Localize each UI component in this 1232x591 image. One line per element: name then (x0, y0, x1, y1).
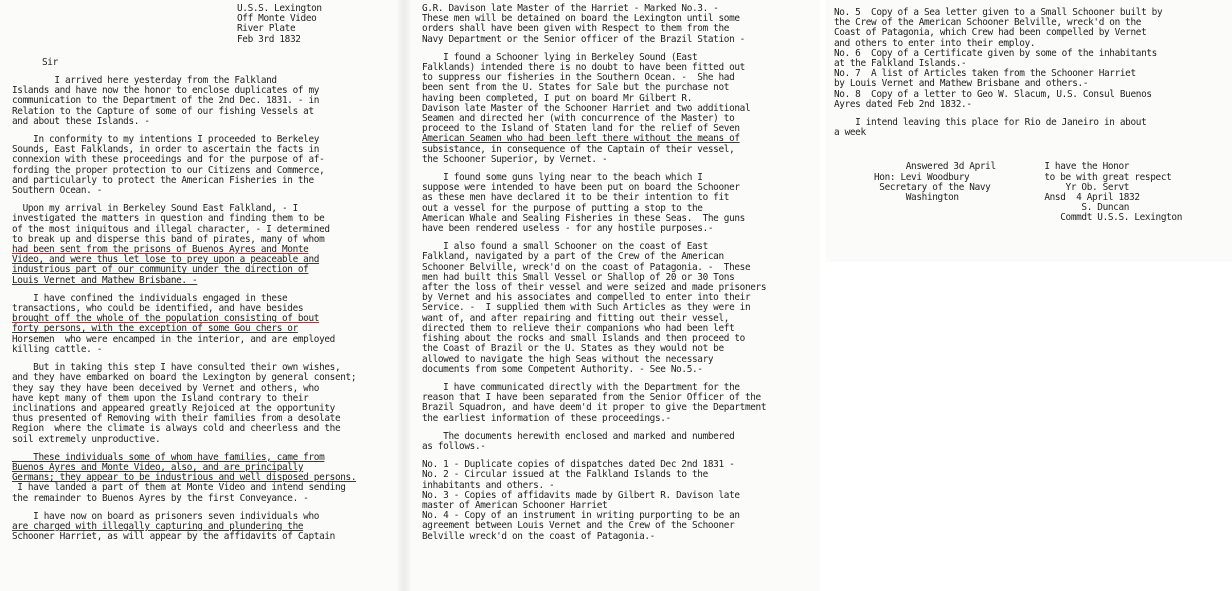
text-line: Service. - I supplied them with Such Articles as they were in (422, 302, 751, 314)
text-line: to be with great respect (1044, 171, 1172, 183)
text-line: as follows.- (422, 440, 486, 452)
paragraph (12, 204, 390, 286)
text-line: to break up and disperse this band of pirates, many of whom (12, 233, 325, 245)
text-line: But in taking this step I have consulted their own wishes, (12, 362, 341, 374)
text-line: of the most iniquitous and illegal character, - I determined (12, 223, 330, 235)
salutation: Sir (42, 56, 58, 68)
text-line: reason that I have been separated from the Senior Officer of the (422, 392, 761, 404)
paragraph (422, 53, 812, 165)
text-line: allowed to navigate the high Seas without the necessary (422, 353, 714, 365)
header-line: Feb 3rd 1832 (237, 33, 301, 45)
list-item: No. 6 Copy of a Certificate given by some of the inhabitants (834, 47, 1157, 59)
text-line: Schooner Belville, wreck'd on the coast of Patagonia. - These (422, 261, 751, 273)
text-line: thus presented of Removing with their families from a desolate (12, 413, 341, 425)
text-line: directed them to relieve their companions who had been left (422, 322, 735, 334)
text-line: Seamen and directed her (with concurrence of the Master) to (422, 113, 735, 125)
text-line: the Coast of Brazil or the U. States as they would not be (422, 343, 724, 355)
paragraph (422, 432, 812, 452)
text-line: Hon: Levi Woodbury (874, 171, 970, 183)
text-line: as these men have declared it to be their intention to fit (422, 192, 730, 204)
text-line: Falkland, navigated by a part of the Crew of the American (422, 251, 724, 263)
text-line: transactions, who could be identified, and have besides (12, 303, 304, 315)
text-line: and they have embarked on board the Lexington by general consent; (12, 372, 357, 384)
paragraph (12, 363, 390, 445)
text-line: communication to the Department of the 2nd Dec. 1831. - in (12, 95, 320, 107)
underlined-line: forty persons, with the exception of some Gou chers or (12, 323, 298, 335)
text-line: These men will be detained on board the Lexington until some (422, 13, 740, 25)
header-line: River Plate (237, 23, 296, 35)
text-line: I have landed a part of them at Monte Video and intend sending (12, 482, 346, 494)
underlined-line: American Seamen who had been left there without the means of (422, 133, 740, 145)
signature-block (834, 162, 1226, 223)
underlined-line: Video, and were thus let lose to prey upon a peaceable and (12, 254, 320, 266)
text-line: Relation to the Capture of some of our fishing Vessels at (12, 105, 314, 117)
paragraph (12, 294, 390, 355)
list-item: No. 3 - Copies of affidavits made by Gilbert R. Davison late (422, 489, 740, 501)
text-line: to suppress our fisheries in the Southern Ocean. - She had (422, 72, 735, 84)
list-item: No. 1 - Duplicate copies of dispatches dated Dec 2nd 1831 - (422, 459, 735, 471)
text-line: Upon my arrival in Berkeley Sound East Falkland, - I (12, 203, 298, 215)
text-line: Navy Department or the Senior officer of the Brazil Station - (422, 33, 745, 45)
list-item: at the Falkland Islands.- (834, 58, 967, 70)
header-line: U.S.S. Lexington (237, 3, 322, 14)
enclosure-list (834, 8, 1226, 110)
text-line: I have the Honor (1044, 161, 1130, 173)
list-item: and others to enter into their employ. (834, 37, 1036, 49)
text-line: the Schooner Superior, by Vernet. - (422, 153, 608, 165)
underlined-line: Germans; they appear to be industrious and well disposed persons. (12, 472, 357, 484)
letter-page-3 (826, 0, 1232, 262)
page-gutter (398, 0, 410, 591)
text-line: I also found a small Schooner on the coast of East (422, 241, 708, 253)
text-line: suppose were intended to have been put on board the Schooner (422, 182, 740, 194)
list-item: master of American Schooner Harriet (422, 499, 608, 511)
text-line: Brazil Squadron, and have deem'd it proper to give the Department (422, 402, 767, 414)
text-line: Schooner Harriet, as will appear by the affidavits of Captain (12, 531, 335, 543)
paragraph (12, 135, 390, 196)
text-line: Washington (874, 192, 959, 204)
list-item: by Louis Vernet and Mathew Brisbane and others.- (834, 78, 1089, 90)
list-item: agreement between Louis Vernet and the Crew of the Schooner (422, 520, 735, 532)
text-line: Falklands) intended there is no doubt to have been fitted out (422, 62, 745, 74)
letter-page-2 (410, 0, 820, 591)
underlined-line: Louis Vernet and Mathew Brisbane. - (12, 274, 198, 286)
text-line: fishing about the rocks and small Islands and then proceed to (422, 333, 745, 345)
text-line: G.R. Davison late Master of the Harriet - Marked No.3. - (422, 3, 719, 14)
text-line: Sounds, East Falklands, in order to ascertain the facts in (12, 144, 320, 156)
list-item: Ayres dated Feb 2nd 1832.- (834, 98, 972, 110)
list-item: No. 2 - Circular issued at the Falkland Islands to the (422, 469, 708, 481)
text-line: proceed to the Island of Staten land for the relief of Seven (422, 123, 740, 135)
text-line: and particularly to protect the American Fisheries in the (12, 174, 314, 186)
text-line: I have now on board as prisoners seven individuals who (12, 510, 320, 522)
paragraph (12, 76, 390, 127)
text-line: documents from some Competent Authority. - See No.5.- (422, 363, 703, 375)
text-line: soil extremely unproductive. (12, 433, 161, 445)
text-line: Davison late Master of the Schooner Harriet and two additional (422, 102, 751, 114)
text-line: American Whale and Sealing Fisheries in these Seas. The guns (422, 212, 745, 224)
text-line: inclinations and appeared greatly Rejoiced at the opportunity (12, 402, 335, 414)
text-line: the remainder to Buenos Ayres by the first Conveyance. - (12, 492, 309, 504)
underlined-line: These individuals some of whom have families, came from (12, 451, 325, 463)
text-line: Yr Ob. Servt (1044, 181, 1130, 193)
text-line: subsistance, in consequence of the Captain of their vessel, (422, 143, 735, 155)
text-line: I arrived here yesterday from the Falkland (12, 75, 277, 87)
text-line: been sent from the U. States for Sale but the purchase not (422, 82, 730, 94)
paragraph (422, 383, 812, 424)
list-item: Coast of Patagonia, which Crew had been compelled by Vernet (834, 27, 1147, 39)
underlined-line: Buenos Ayres and Monte Video, also, and are principally (12, 461, 304, 473)
text-line: Ansd 4 April 1832 (1044, 192, 1140, 204)
text-line: Commdt U.S.S. Lexington (1044, 212, 1182, 224)
signature-column (1044, 162, 1182, 223)
text-line: men had built this Small Vessel or Shallop of 20 or 30 Tons (422, 271, 735, 283)
underlined-line: brought off the whole of the population consisting of bout (12, 313, 320, 325)
paragraph (422, 242, 812, 375)
text-line: I have communicated directly with the Department for the (422, 381, 740, 393)
text-line: orders shall have been given with Respect to them from the (422, 23, 730, 35)
text-line: killing cattle. - (12, 343, 103, 355)
list-item: No. 4 - Copy of an instrument in writing purporting to be an (422, 510, 740, 522)
text-line: have kept many of them upon the Island contrary to their (12, 392, 309, 404)
text-line: Region where the climate is always cold and cheerless and the (12, 423, 341, 435)
list-item: the Crew of the American Schooner Belville, wreck'd on the (834, 17, 1142, 29)
text-line: connexion with these proceedings and for the purpose of af- (12, 154, 325, 166)
text-line: after the loss of their vessel and were seized and made prisoners (422, 282, 767, 294)
text-line: fording the proper protection to our Citizens and Commerce, (12, 164, 325, 176)
list-item: Belville wreck'd on the coast of Patagonia.- (422, 530, 655, 542)
addressee-column (874, 162, 996, 223)
paragraph (12, 512, 390, 543)
paragraph (12, 453, 390, 504)
text-line: having been completed, I put on board Mr Gilbert R. (422, 92, 693, 104)
underlined-line: are charged with illegally capturing and plundering the (12, 520, 304, 532)
paragraph (422, 4, 812, 45)
text-line: The documents herewith enclosed and marked and numbered (422, 430, 735, 442)
text-line: I found a Schooner lying in Berkeley Sound (East (422, 51, 698, 63)
text-line: Southern Ocean. - (12, 185, 103, 197)
text-line: Secretary of the Navy (874, 181, 991, 193)
text-line: out a vessel for the purpose of putting a stop to the (422, 202, 703, 214)
text-line: want of, and after repairing and fitting out their vessel, (422, 312, 730, 324)
text-line: Horsemen who were encamped in the interior, and are employed (12, 333, 335, 345)
text-line: and about these Islands. - (12, 115, 150, 127)
text-line: I found some guns lying near to the beach which I (422, 172, 703, 184)
text-line: S. Duncan (1044, 202, 1130, 214)
text-line: investigated the matters in question and finding them to be (12, 213, 325, 225)
letter-header (12, 4, 390, 45)
enclosure-list (422, 460, 812, 542)
text-line: Answered 3d April (874, 161, 996, 173)
text-line: I have confined the individuals engaged in these (12, 292, 288, 304)
text-line: by Vernet and his associates and compelled to enter into their (422, 292, 751, 304)
underlined-line: had been sent from the prisons of Buenos Ayres and Monte (12, 244, 309, 256)
list-item: No. 8 Copy of a letter to Geo W. Slacum, U.S. Consul Buenos (834, 88, 1152, 100)
closing-paragraph (834, 118, 1226, 138)
paragraph (422, 173, 812, 234)
text-line: have been rendered useless - for any hostile purposes.- (422, 223, 714, 235)
text-line: In conformity to my intentions I proceeded to Berkeley (12, 134, 320, 146)
text-line: they say they have been deceived by Vernet and others, who (12, 382, 320, 394)
underlined-line: industrious part of our community under the direction of (12, 264, 309, 276)
list-item: inhabitants and others. - (422, 479, 555, 491)
letter-page-1 (0, 0, 398, 591)
text-line: the earliest information of these proceedings.- (422, 412, 671, 424)
header-line: Off Monte Video (237, 13, 317, 25)
text-line: Islands and have now the honor to enclose duplicates of my (12, 85, 320, 97)
list-item: No. 7 A list of Articles taken from the Schooner Harriet (834, 68, 1136, 80)
text-line: a week (834, 127, 866, 139)
text-line: I intend leaving this place for Rio de Janeiro in about (834, 117, 1147, 129)
list-item: No. 5 Copy of a Sea letter given to a Small Schooner built by (834, 7, 1163, 18)
